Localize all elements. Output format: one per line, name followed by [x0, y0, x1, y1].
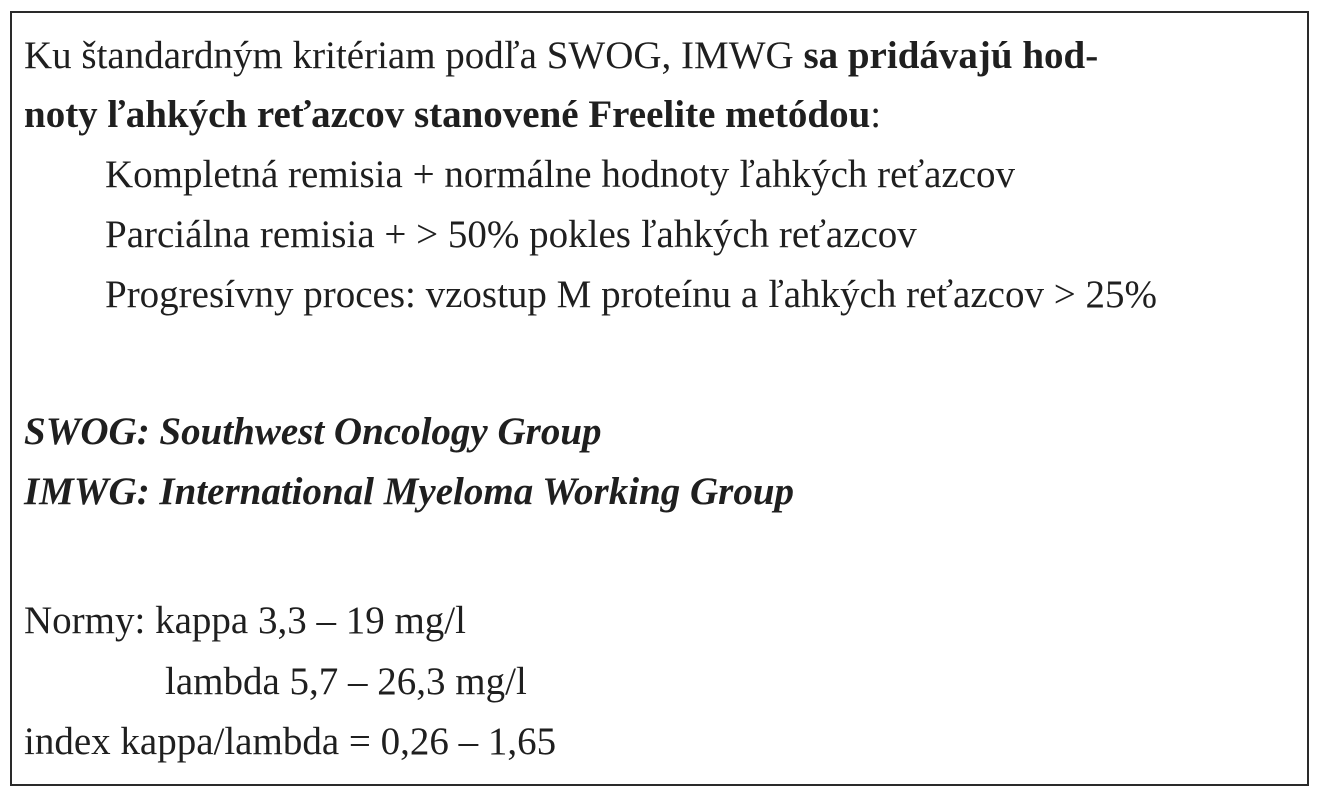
criterion-progressive-disease: Progresívny proces: vzostup M proteínu a ľahkých reťazcov > 25%: [105, 273, 1157, 316]
abbreviation-imwg: IMWG: International Myeloma Working Group: [24, 470, 795, 513]
intro-regular-text: Ku štandardným kritériam podľa SWOG, IMWG: [24, 34, 804, 77]
intro-bold-continuation: noty ľahkých reťazcov stanovené Freelite metódou: [24, 93, 871, 136]
abbreviation-swog: SWOG: Southwest Oncology Group: [24, 410, 602, 453]
criterion-partial-remission: Parciálna remisia + > 50% pokles ľahkých reťazcov: [105, 213, 917, 256]
norm-lambda: lambda 5,7 – 26,3 mg/l: [165, 660, 527, 703]
criterion-complete-remission: Kompletná remisia + normálne hodnoty ľahkých reťazcov: [105, 153, 1016, 196]
intro-bold-text: sa pridávajú hod-: [803, 34, 1099, 77]
intro-line-2: [24, 95, 881, 134]
intro-colon: :: [870, 93, 882, 136]
intro-line-1: [24, 36, 1098, 75]
norm-index: index kappa/lambda = 0,26 – 1,65: [24, 720, 557, 763]
norm-kappa: Normy: kappa 3,3 – 19 mg/l: [24, 599, 466, 642]
